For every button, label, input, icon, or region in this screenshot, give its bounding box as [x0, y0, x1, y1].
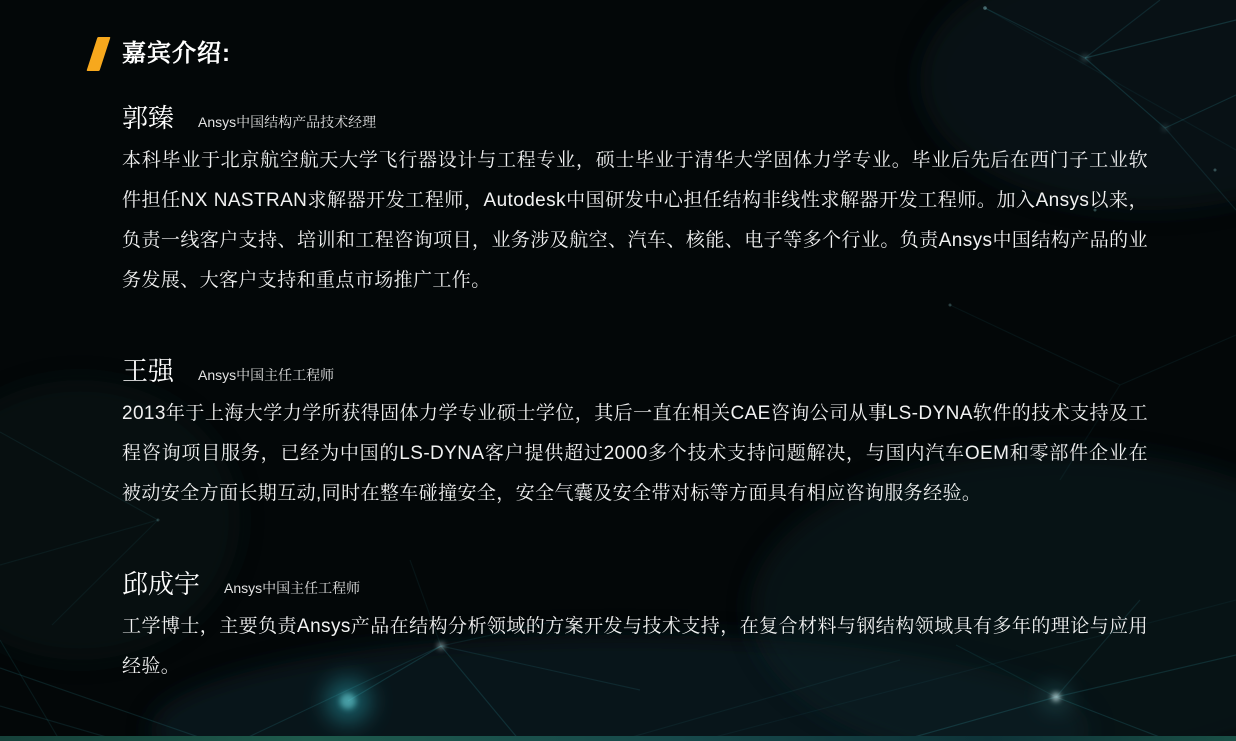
section-heading-row [122, 36, 1148, 72]
guest-bio: 本科毕业于北京航空航天大学飞行器设计与工程专业，硕士毕业于清华大学固体力学专业。毕业后先后在西门子工业软件担任NX NASTRAN求解器开发工程师，Autodesk中国研发中心担任结构非线性求解器开发工程师。加入Ansys以来，负责一线客户支持、培训和工程咨询项目，业务涉及航空、汽车、核能、电子等多个行业。负责Ansys中国结构产品的业务发展、大客户支持和重点市场推广工作。 [122, 150, 1148, 291]
guest-header [122, 351, 1148, 388]
guest-card [122, 351, 1148, 514]
guest-intro-section [122, 36, 1148, 737]
guest-title: Ansys中国主任工程师 [198, 367, 335, 383]
guest-bio: 2013年于上海大学力学所获得固体力学专业硕士学位，其后一直在相关CAE咨询公司从事LS-DYNA软件的技术支持及工程咨询项目服务，已经为中国的LS-DYNA客户提供超过2000多个技术支持问题解决，与国内汽车OEM和零部件企业在被动安全方面长期互动,同时在整车碰撞安全，安全气囊及安全带对标等方面具有相应咨询服务经验。 [122, 403, 1148, 504]
guest-name: 王强 [122, 356, 175, 386]
guest-card [122, 564, 1148, 687]
guest-title: Ansys中国主任工程师 [224, 580, 361, 596]
guest-card [122, 98, 1148, 301]
guest-title: Ansys中国结构产品技术经理 [198, 114, 377, 130]
guest-name: 郭臻 [122, 103, 175, 133]
guest-name: 邱成宇 [122, 569, 201, 599]
bottom-accent-bar [0, 736, 1236, 741]
guest-header [122, 564, 1148, 601]
guest-bio: 工学博士，主要负责Ansys产品在结构分析领域的方案开发与技术支持，在复合材料与钢结构领域具有多年的理论与应用经验。 [122, 616, 1148, 677]
guest-header [122, 98, 1148, 135]
section-heading: 嘉宾介绍: [122, 40, 231, 67]
